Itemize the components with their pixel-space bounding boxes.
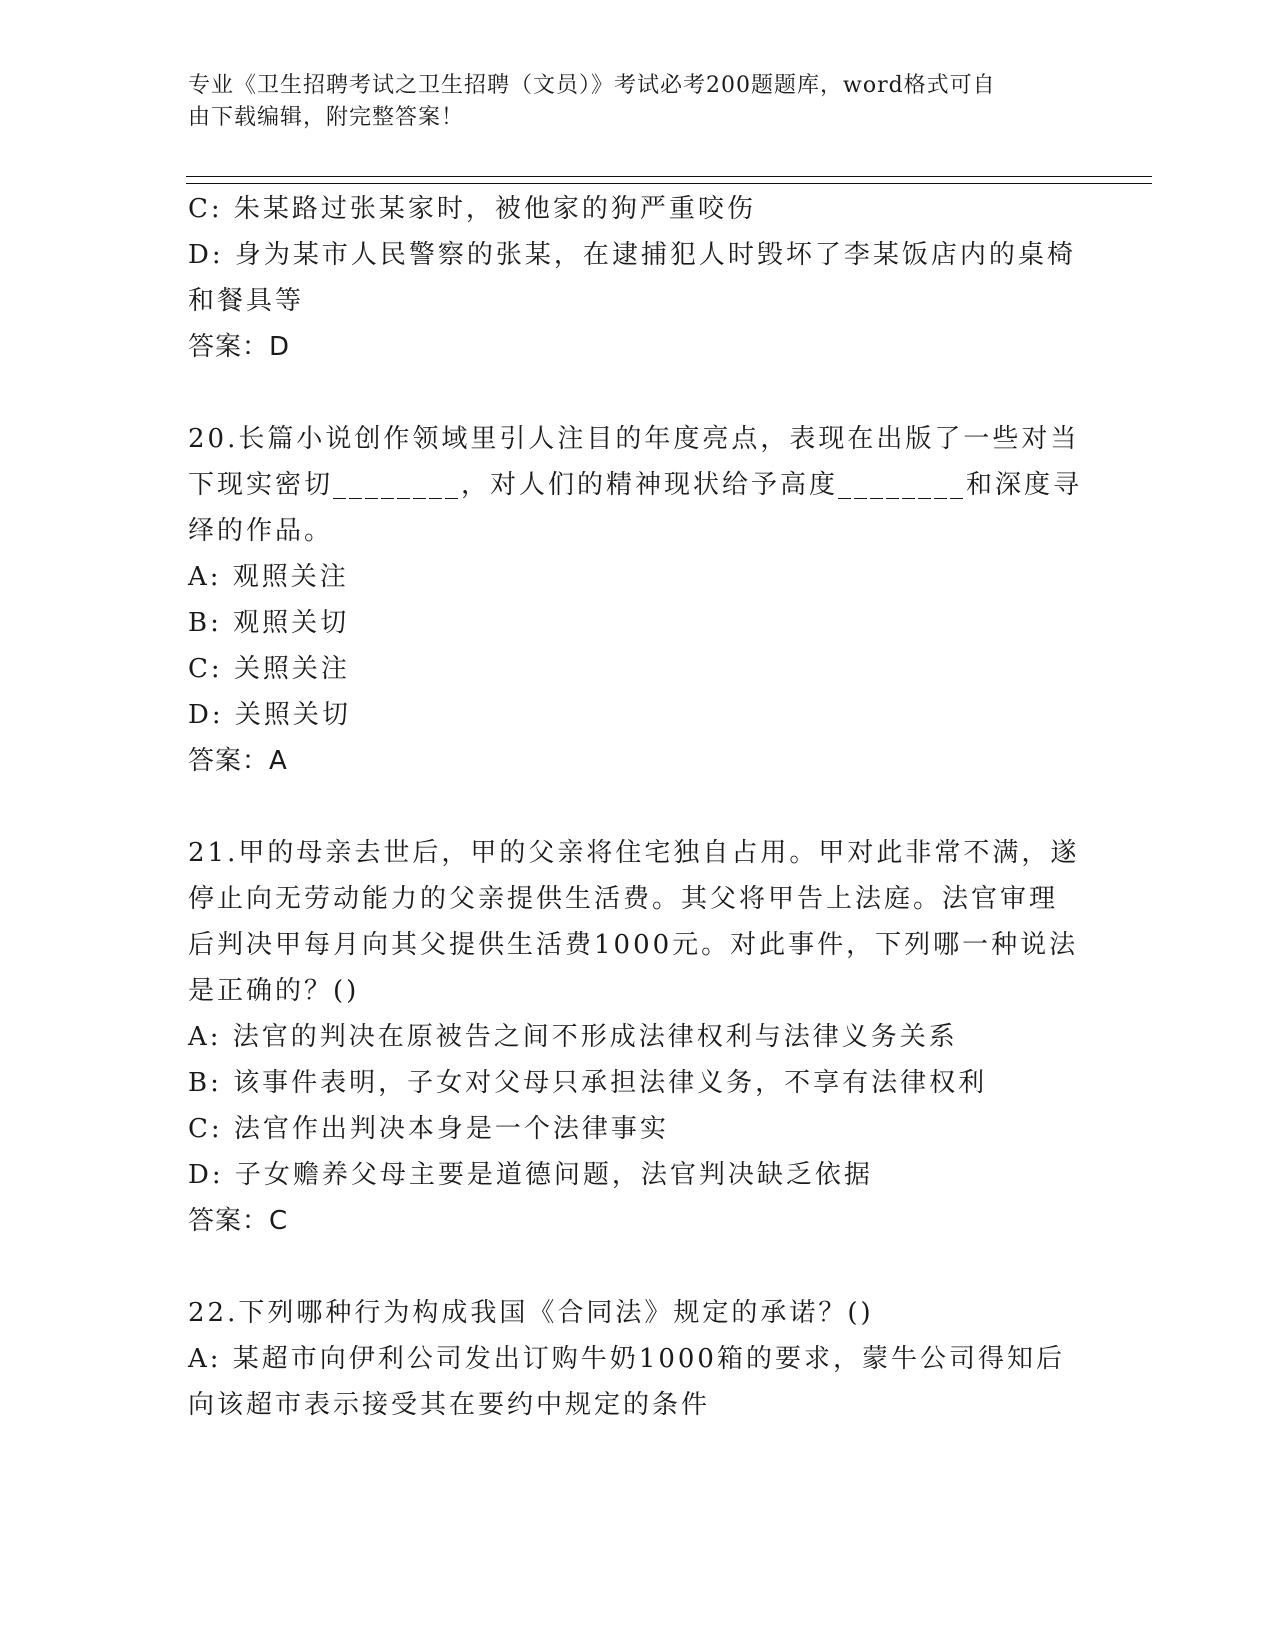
question-stem: 是正确的？() [188, 976, 360, 1006]
option-c: C: 法官作出判决本身是一个法律事实 [188, 1114, 669, 1144]
answer: 答案：C [188, 1206, 289, 1236]
question-stem: 21.甲的母亲去世后，甲的父亲将住宅独自占用。甲对此非常不满，遂 [188, 838, 1080, 868]
option-a: A: 法官的判决在原被告之间不形成法律权利与法律义务关系 [188, 1022, 958, 1052]
question-20 [188, 416, 1088, 784]
option-d-continued: 和餐具等 [188, 286, 305, 316]
option-b: B: 该事件表明，子女对父母只承担法律义务，不享有法律权利 [188, 1068, 988, 1098]
question-19-continuation [188, 186, 1088, 370]
option-a: A: 某超市向伊利公司发出订购牛奶1000箱的要求，蒙牛公司得知后 [188, 1344, 1065, 1374]
option-a: A: 观照关注 [188, 562, 349, 592]
option-c: C: 关照关注 [188, 654, 350, 684]
document-body [188, 186, 1088, 1428]
question-stem: 绎的作品。 [188, 516, 334, 546]
question-stem: 22.下列哪种行为构成我国《合同法》规定的承诺？() [188, 1298, 874, 1328]
header-line: 由下载编辑，附完整答案！ [188, 105, 465, 130]
header-divider [186, 176, 1152, 177]
option-d: D: 子女赡养父母主要是道德问题，法官判决缺乏依据 [188, 1160, 873, 1190]
question-21 [188, 830, 1088, 1244]
option-d: D: 身为某市人民警察的张某，在逮捕犯人时毁坏了李某饭店内的桌椅 [188, 240, 1076, 270]
question-stem: 下现实密切________，对人们的精神现状给予高度________和深度寻 [188, 470, 1083, 500]
header-divider [186, 183, 1152, 184]
question-stem: 20.长篇小说创作领域里引人注目的年度亮点，表现在出版了一些对当 [188, 424, 1080, 454]
question-stem: 停止向无劳动能力的父亲提供生活费。其父将甲告上法庭。法官审理 [188, 884, 1059, 914]
option-d: D: 关照关切 [188, 700, 351, 730]
option-b: B: 观照关切 [188, 608, 350, 638]
answer: 答案：A [188, 746, 288, 776]
question-stem: 后判决甲每月向其父提供生活费1000元。对此事件，下列哪一种说法 [188, 930, 1079, 960]
option-c: C: 朱某路过张某家时，被他家的狗严重咬伤 [188, 194, 756, 224]
document-header [188, 70, 1068, 134]
question-22 [188, 1290, 1088, 1428]
answer: 答案：D [188, 332, 291, 362]
option-a-continued: 向该超市表示接受其在要约中规定的条件 [188, 1390, 711, 1420]
header-line: 专业《卫生招聘考试之卫生招聘（文员）》考试必考200题题库，word格式可自 [188, 73, 996, 98]
